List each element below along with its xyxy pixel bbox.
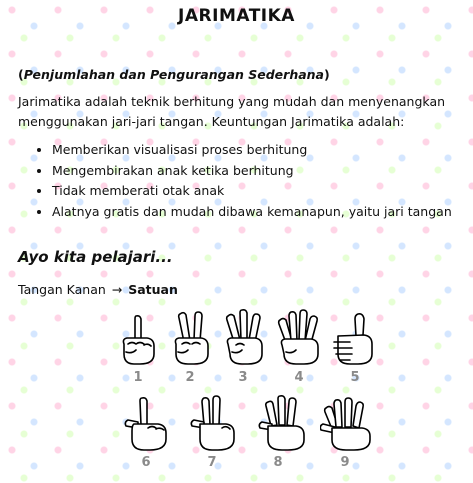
hand-one-finger-icon bbox=[118, 314, 158, 366]
subtitle-text: Penjumlahan dan Pengurangan Sederhana bbox=[23, 67, 324, 82]
list-item: • Mengembirakan anak ketika berhitung bbox=[52, 161, 472, 182]
hand-open-five-icon bbox=[320, 396, 372, 452]
hand-thumb-two-fingers-icon bbox=[188, 394, 236, 452]
hand-number-label: 5 bbox=[350, 370, 360, 385]
list-item: • Alatnya gratis dan mudah dibawa kemanapun, yaitu jari tangan bbox=[52, 202, 472, 223]
section-heading: Ayo kita pelajari... bbox=[18, 248, 173, 266]
arrow-right-icon: → bbox=[111, 282, 123, 297]
hand-thumb-index-icon bbox=[122, 396, 168, 452]
hand-unit-text: Satuan bbox=[128, 282, 178, 297]
hand-number-label: 6 bbox=[141, 455, 151, 470]
hand-thumb-three-fingers-icon bbox=[256, 394, 306, 452]
hand-number-label: 1 bbox=[133, 370, 143, 385]
hand-section-label bbox=[18, 282, 178, 297]
hand-number-label: 3 bbox=[238, 370, 248, 385]
intro-paragraph: Jarimatika adalah teknik berhitung yang mudah dan menyenangkan menggunakan jari-jari tangan. Keuntungan Jarimatika adalah: bbox=[18, 94, 446, 129]
hand-number-label: 9 bbox=[340, 455, 350, 470]
hand-two-fingers-icon bbox=[170, 310, 212, 366]
list-item: • Memberikan visualisasi proses berhitung bbox=[52, 140, 472, 161]
subtitle-open-paren: ( bbox=[18, 67, 24, 82]
hand-number-label: 7 bbox=[207, 455, 217, 470]
hand-number-label: 2 bbox=[185, 370, 195, 385]
page-title: JARIMATIKA bbox=[178, 6, 295, 26]
list-item: • Tidak memberati otak anak bbox=[52, 181, 472, 202]
subtitle bbox=[18, 67, 330, 82]
hand-number-label: 4 bbox=[294, 370, 304, 385]
hand-label-text: Tangan Kanan bbox=[18, 282, 106, 297]
hand-number-label: 8 bbox=[273, 455, 283, 470]
hand-three-fingers-icon bbox=[222, 308, 266, 366]
hand-thumb-up-icon bbox=[330, 312, 374, 366]
hand-four-fingers-icon bbox=[276, 308, 322, 366]
subtitle-close-paren: ) bbox=[324, 67, 330, 82]
benefits-list bbox=[18, 140, 472, 222]
